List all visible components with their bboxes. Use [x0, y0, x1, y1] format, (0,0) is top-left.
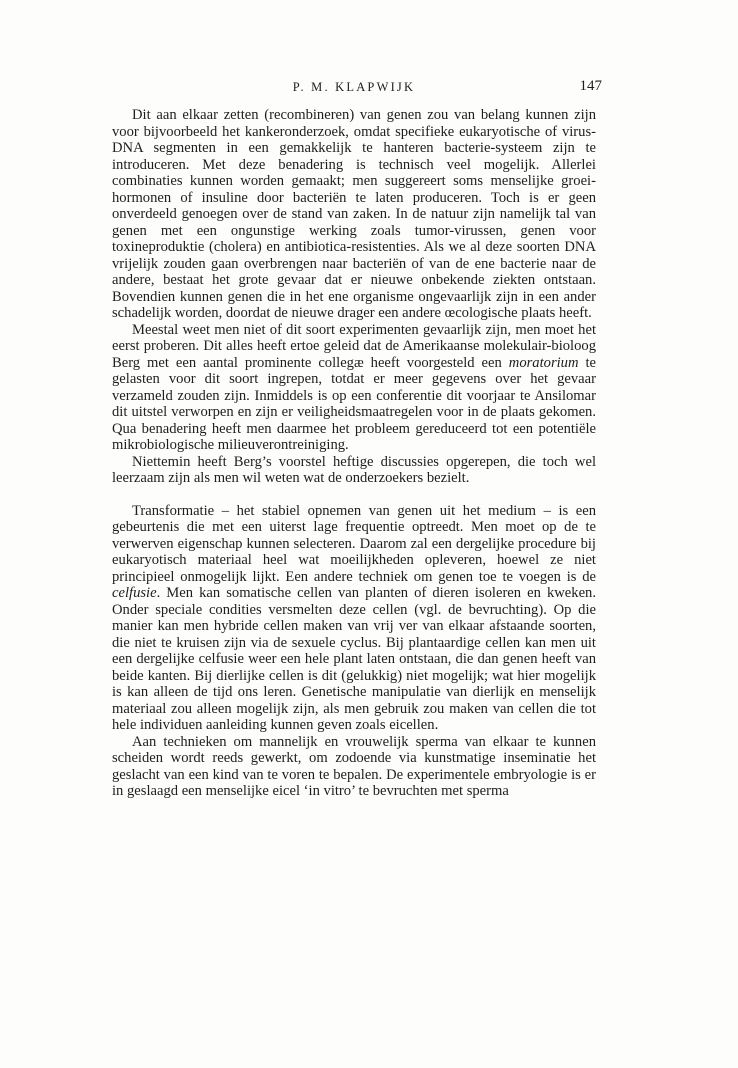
paragraph-text: Meestal weet men niet of dit soort experimenten gevaarlijk zijn, men moet het eerst proberen. Dit alles heeft ertoe geleid dat de Amerikaanse molekulair-bioloog Berg met een aantal prominente collegæ heeft voorgesteld een: [112, 321, 596, 371]
paragraph-text: Transformatie – het stabiel opnemen van genen uit het medium – is een gebeurtenis die met een uiterst lage frequentie optreedt. Men moet op de te verwerven eigenschap kunnen selecteren. Daarom zal een dergelijke procedure bij eukaryotisch materiaal heel wat moeilijkheden opleveren, hoewel ze niet principieel onmogelijk lijkt. Een andere techniek om genen toe te voegen is de: [112, 502, 596, 585]
page-number: 147: [579, 78, 602, 94]
paragraph: [112, 454, 596, 487]
running-head: P. M. KLAPWIJK: [292, 80, 416, 94]
paragraph-text: Dit aan elkaar zetten (recombineren) van genen zou van belang kunnen zijn voor bijvoorbeeld het kankeronderzoek, omdat specifieke eukaryotische of virus-DNA segmenten in een gemakkelijk te hanteren bacterie-systeem zijn te introduceren. Met deze benadering is technisch veel mogelijk. Allerlei combinaties kunnen worden gemaakt; men suggereert soms menselijke groeihormonen of insuline door bacteriën te laten produceren. Toch is er geen onverdeeld genoegen over de stand van zaken. In de natuur zijn namelijk tal van genen met een ongunstige werking zoals tumor-virussen, genen voor toxineproduktie (cholera) en antibiotica-resistenties. Als we al deze soorten DNA vrijelijk zouden gaan overbrengen naar bacteriën of van de ene bacterie naar de andere, bestaat het grote gevaar dat er nieuwe onbekende ziekten ontstaan. Bovendien kunnen genen die in het ene organisme ongevaarlijk zijn in een ander schadelijk worden, doordat de nieuwe drager een andere œcologische plaats heeft.: [112, 107, 596, 321]
paragraph: [112, 734, 596, 800]
body-text: [112, 107, 596, 800]
paragraph: [112, 322, 596, 454]
page-header: [112, 78, 602, 98]
paragraph: [112, 503, 596, 734]
italic-term: moratorium: [508, 354, 579, 371]
paragraph-text: . Men kan somatische cellen van planten of dieren isoleren en kweken. Onder speciale condities versmelten deze cellen (vgl. de bevruchting). Op die manier kan men hybride cellen maken van vrij ver van elkaar afstaande soorten, die niet te kruisen zijn via de sexuele cyclus. Bij plantaardige cellen kan men uit een dergelijke celfusie weer een hele plant laten ontstaan, die dan genen heeft van beide kanten. Bij dierlijke cellen is dit (gelukkig) niet mogelijk; wat hier mogelijk is kan alleen de tijd ons leren. Genetische manipulatie van dierlijk en menselijk materiaal zou alleen mogelijk zijn, als men gebruik zou maken van cellen die tot hele individuen aanleiding kunnen geven zoals eicellen.: [112, 585, 596, 733]
paragraph-text: te gelasten voor dit soort ingrepen, totdat er meer gegevens over het gevaar verzameld zouden zijn. Inmiddels is op een conferentie dit voorjaar te Ansilomar dit uitstel verworpen en zijn er veiligheidsmaatregelen voor in de plaats gekomen. Qua benadering heeft men daarmee het probleem gereduceerd tot een potentiële mikrobiologische milieuverontreiniging.: [112, 354, 597, 453]
paragraph: [112, 107, 596, 322]
paragraph-text: Aan technieken om mannelijk en vrouwelijk sperma van elkaar te kunnen scheiden wordt reeds gewerkt, om zodoende via kunstmatige inseminatie het geslacht van een kind van te voren te bepalen. De experimentele embryologie is er in geslaagd een menselijke eicel ‘in vitro’ te bevruchten met sperma: [112, 733, 596, 799]
paragraph-text: Niettemin heeft Berg’s voorstel heftige discussies opgerepen, die toch wel leerzaam zijn als men wil weten wat de onderzoekers bezielt.: [112, 453, 596, 486]
italic-term: celfusie: [112, 585, 157, 601]
